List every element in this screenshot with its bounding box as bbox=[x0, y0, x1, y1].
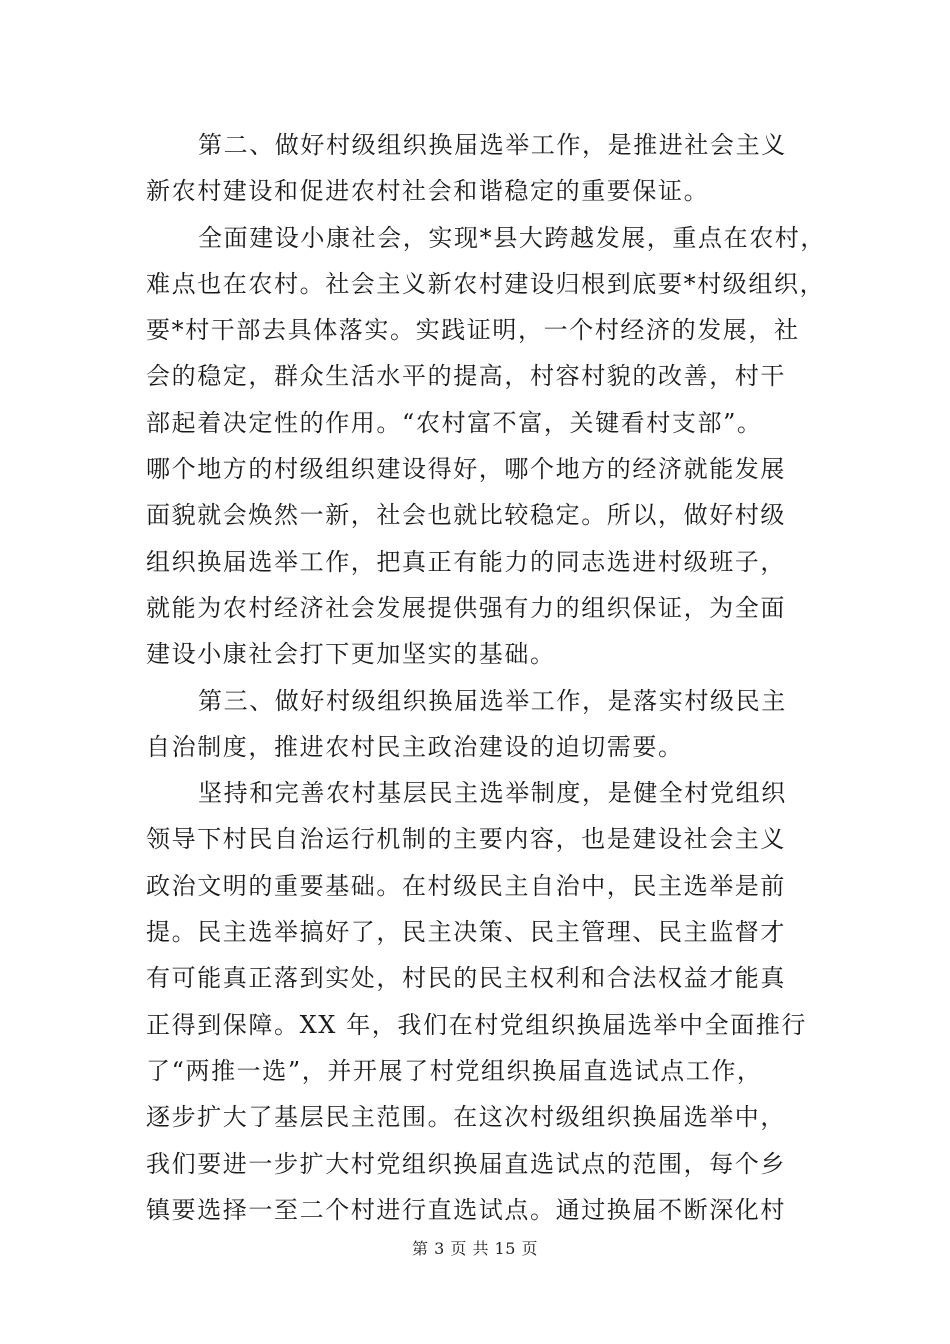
text-line: 建设小康社会打下更加坚实的基础。 bbox=[146, 640, 556, 669]
text-line: 正得到保障。XX 年，我们在村党组织换届选举中全面推行 bbox=[146, 1010, 807, 1039]
text-line: 组织换届选举工作，把真正有能力的同志选进村级班子， bbox=[146, 547, 786, 576]
text-line: 全面建设小康社会，实现*县大跨越发展，重点在农村， bbox=[198, 223, 826, 252]
text-line: 提。民主选举搞好了，民主决策、民主管理、民主监督才 bbox=[146, 918, 786, 947]
text-line: 难点也在农村。社会主义新农村建设归根到底要*村级组织， bbox=[146, 269, 826, 298]
text-line: 逐步扩大了基层民主范围。在这次村级组织换届选举中， bbox=[146, 1103, 786, 1132]
text-line: 坚持和完善农村基层民主选举制度，是健全村党组织 bbox=[198, 779, 787, 808]
text-line: 政治文明的重要基础。在村级民主自治中，民主选举是前 bbox=[146, 871, 786, 900]
text-line: 部起着决定性的作用。“农村富不富，关键看村支部”。 bbox=[146, 408, 763, 437]
text-line: 自治制度，推进农村民主政治建设的迫切需要。 bbox=[146, 732, 684, 761]
text-line: 要*村干部去具体落实。实践证明，一个村经济的发展，社 bbox=[146, 316, 800, 345]
text-line: 新农村建设和促进农村社会和谐稳定的重要保证。 bbox=[146, 177, 710, 206]
page-footer: 第 3 页 共 15 页 bbox=[412, 1239, 538, 1258]
document-body bbox=[146, 122, 826, 1233]
text-line: 有可能真正落到实处，村民的民主权利和合法权益才能真 bbox=[146, 964, 786, 993]
text-line: 领导下村民自治运行机制的主要内容，也是建设社会主义 bbox=[146, 825, 786, 854]
text-line: 镇要选择一至二个村进行直选试点。通过换届不断深化村 bbox=[146, 1195, 786, 1224]
text-line: 面貌就会焕然一新，社会也就比较稳定。所以，做好村级 bbox=[146, 501, 786, 530]
text-line: 我们要进一步扩大村党组织换届直选试点的范围，每个乡 bbox=[146, 1149, 786, 1178]
text-line: 就能为农村经济社会发展提供强有力的组织保证，为全面 bbox=[146, 593, 786, 622]
text-line: 会的稳定，群众生活水平的提高，村容村貌的改善，村干 bbox=[146, 362, 786, 391]
text-line: 哪个地方的村级组织建设得好，哪个地方的经济就能发展 bbox=[146, 455, 786, 484]
text-line: 第三、做好村级组织换届选举工作，是落实村级民主 bbox=[198, 686, 787, 715]
text-line: 第二、做好村级组织换届选举工作，是推进社会主义 bbox=[198, 131, 787, 159]
text-line: 了“两推一选”，并开展了村党组织换届直选试点工作， bbox=[146, 1056, 763, 1085]
